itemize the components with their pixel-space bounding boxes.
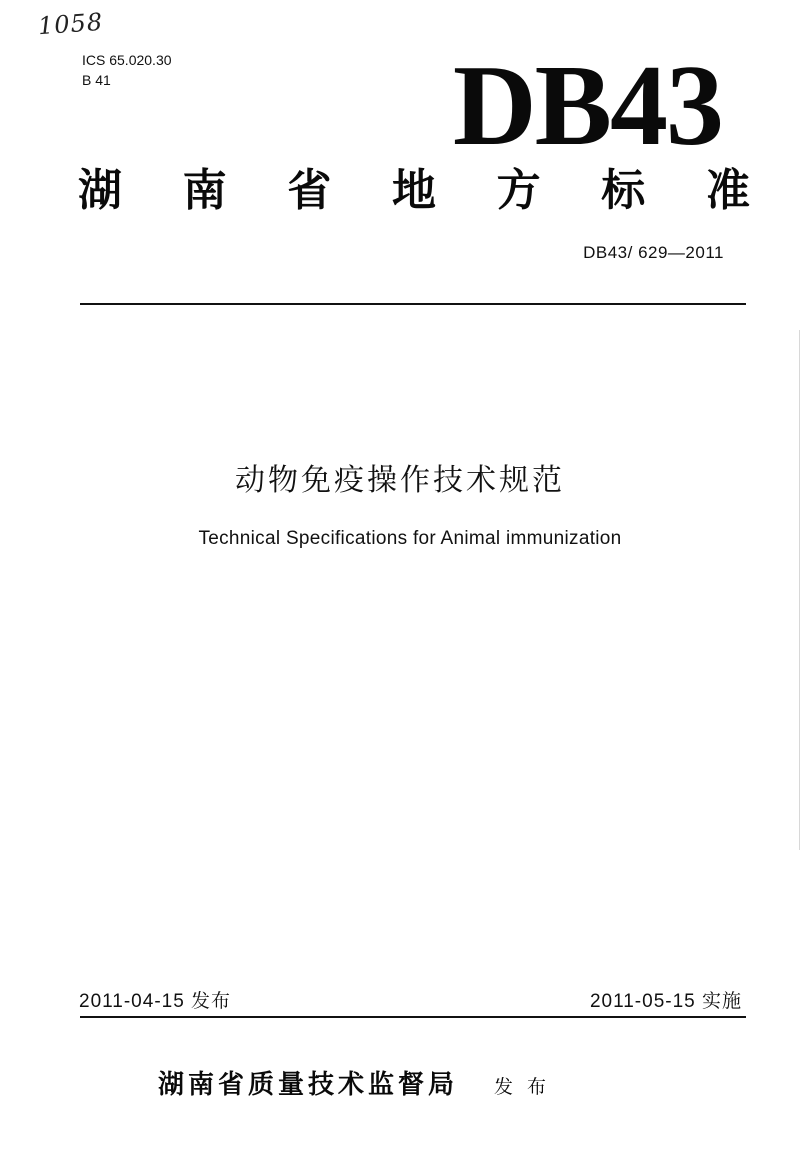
issuer-line [158,1064,550,1101]
classification-block [82,50,172,90]
standard-type-char: 湖 [78,165,122,216]
handwritten-note: 1058 [37,7,104,41]
standard-type-char: 方 [496,165,541,216]
implementation-date: 2011-05-15 实施 [589,991,742,1012]
bottom-divider [80,1016,746,1018]
standard-type-char: 标 [601,165,646,216]
issuer-name: 湖南省质量技术监督局 [158,1070,459,1100]
standard-type-char: 地 [391,165,436,216]
standard-logo: DB43 [452,42,722,170]
standard-number: DB43/ 629—2011 [583,243,724,262]
document-title-chinese: 动物免疫操作技术规范 [235,463,565,498]
issue-date: 2011-04-15 发布 [79,991,232,1012]
ics-code: ICS 65.020.30 [82,52,172,68]
standard-type-heading [78,166,750,216]
ccs-code: B 41 [82,72,111,88]
standard-type-char: 南 [182,165,227,216]
issuer-action: 发 布 [494,1076,551,1098]
top-divider [80,303,746,305]
standard-type-char: 准 [705,165,750,216]
document-title-english: Technical Specifications for Animal immunization [198,528,622,549]
standard-type-char: 省 [287,165,332,216]
